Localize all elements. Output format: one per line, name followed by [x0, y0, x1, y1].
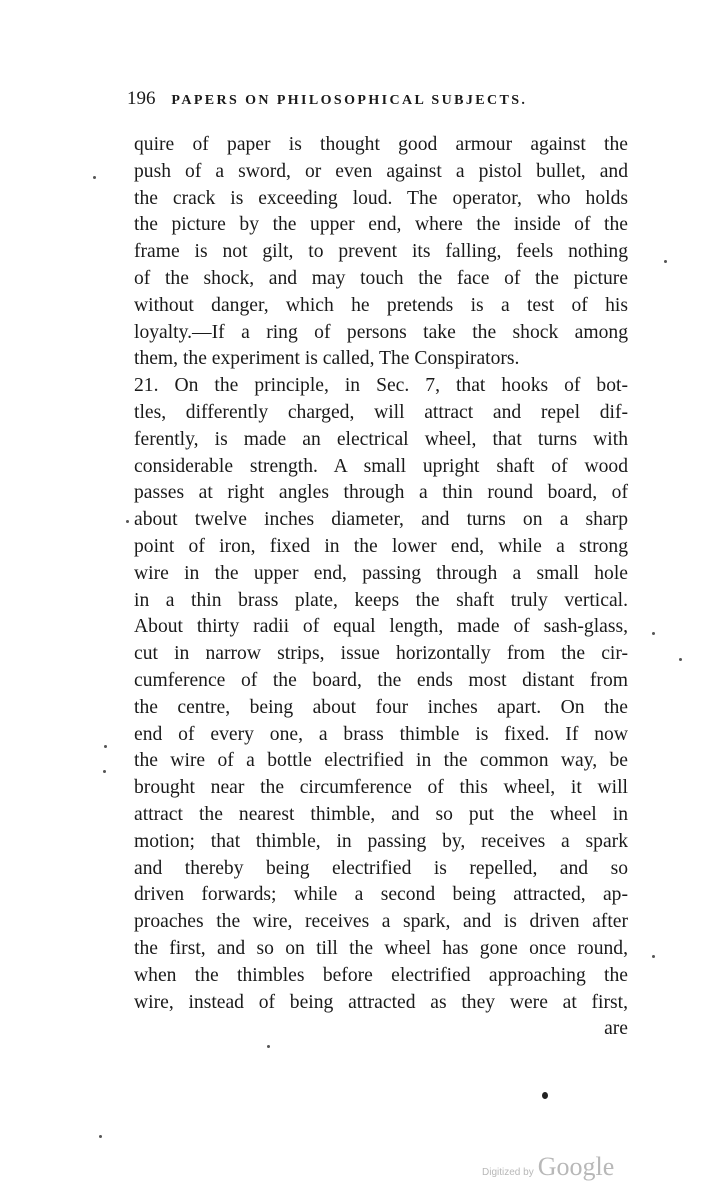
ink-blot: [542, 1092, 548, 1099]
scan-speck: [652, 632, 655, 635]
text-line: the centre, being about four inches apart. On the: [134, 696, 628, 718]
scan-speck: [126, 520, 129, 523]
text-line: the crack is exceeding loud. The operator, who holds: [134, 187, 628, 209]
text-line: 21. On the principle, in Sec. 7, that hooks of bot-: [134, 375, 628, 397]
text-line: wire in the upper end, passing through a small hole: [134, 562, 628, 584]
text-line: passes at right angles through a thin round board, of: [134, 482, 628, 504]
scan-speck: [103, 770, 106, 773]
text-line: proaches the wire, receives a spark, and is driven after: [134, 911, 628, 933]
running-header: [127, 88, 597, 110]
scan-speck: [267, 1045, 270, 1048]
catchword: are: [604, 1018, 628, 1040]
text-line: of the shock, and may touch the face of the picture: [134, 267, 628, 289]
text-line: without danger, which he pretends is a test of his: [134, 294, 628, 316]
digitized-watermark: [482, 1152, 614, 1182]
text-line: and thereby being electrified is repelled, and so: [134, 857, 628, 879]
text-line: the wire of a bottle electrified in the common way, be: [134, 750, 628, 772]
text-line: loyalty.—If a ring of persons take the shock among: [134, 321, 628, 343]
text-line: when the thimbles before electrified approaching the: [134, 964, 628, 986]
body-text: [134, 132, 628, 1043]
text-line: cut in narrow strips, issue horizontally from the cir-: [134, 643, 628, 665]
text-line: point of iron, fixed in the lower end, while a strong: [134, 535, 628, 557]
text-line: brought near the circumference of this wheel, it will: [134, 777, 628, 799]
text-line: them, the experiment is called, The Conspirators.: [134, 348, 520, 370]
google-logo: Google: [537, 1152, 615, 1181]
text-line: motion; that thimble, in passing by, receives a spark: [134, 830, 628, 852]
text-line: wire, instead of being attracted as they were at first,: [134, 991, 628, 1013]
text-line: the picture by the upper end, where the inside of the: [134, 214, 628, 236]
text-line: driven forwards; while a second being attracted, ap-: [134, 884, 628, 906]
scan-speck: [104, 745, 107, 748]
text-line: the first, and so on till the wheel has gone once round,: [134, 937, 628, 959]
text-line: About thirty radii of equal length, made of sash-glass,: [134, 616, 628, 638]
text-line: end of every one, a brass thimble is fixed. If now: [134, 723, 628, 745]
text-line: considerable strength. A small upright shaft of wood: [134, 455, 628, 477]
text-line: tles, differently charged, will attract and repel dif-: [134, 401, 628, 423]
scan-speck: [679, 658, 682, 661]
text-line: ferently, is made an electrical wheel, that turns with: [134, 428, 628, 450]
scan-speck: [93, 176, 96, 179]
text-line: attract the nearest thimble, and so put the wheel in: [134, 803, 628, 825]
text-line: push of a sword, or even against a pistol bullet, and: [134, 160, 628, 182]
text-line: frame is not gilt, to prevent its falling, feels nothing: [134, 241, 628, 263]
text-line: about twelve inches diameter, and turns on a sharp: [134, 509, 628, 531]
scan-speck: [99, 1135, 102, 1138]
text-line: in a thin brass plate, keeps the shaft truly vertical.: [134, 589, 628, 611]
scan-speck: [652, 955, 655, 958]
scan-speck: [664, 260, 667, 263]
text-line: cumference of the board, the ends most distant from: [134, 669, 628, 691]
page-number: 196: [127, 88, 156, 109]
text-line: quire of paper is thought good armour against the: [134, 134, 628, 155]
watermark-prefix: Digitized by: [482, 1167, 534, 1178]
running-title: PAPERS ON PHILOSOPHICAL SUBJECTS.: [171, 93, 528, 108]
